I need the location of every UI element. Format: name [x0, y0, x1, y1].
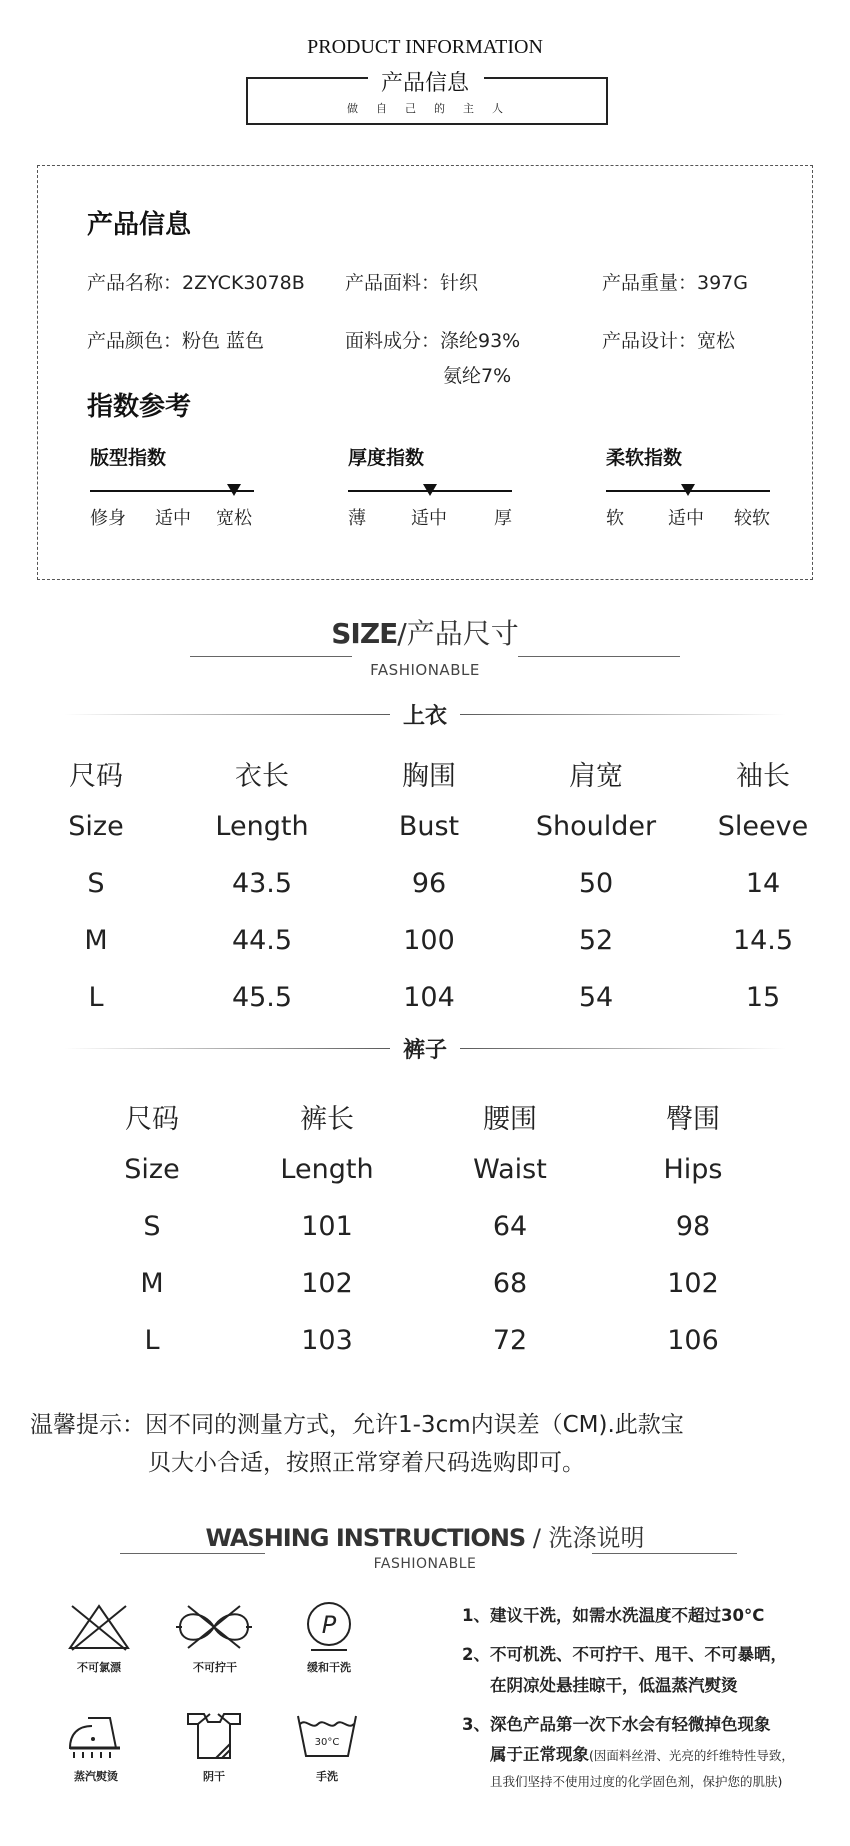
index-softness-title: 柔软指数 — [606, 447, 683, 469]
washing-section-title: WASHING INSTRUCTIONS / 洗涤说明 — [205, 1524, 645, 1552]
index-softness-label-2: 适中 — [668, 508, 704, 529]
pants-cell: 68 — [492, 1268, 528, 1299]
top-header-en: Shoulder — [535, 811, 657, 842]
no-bleach-label: 不可氯漂 — [77, 1661, 121, 1674]
shade-dry-icon — [184, 1710, 244, 1762]
pants-header-en: Waist — [473, 1154, 547, 1185]
size-tagline: FASHIONABLE — [370, 661, 480, 679]
top-cell: S — [87, 868, 105, 899]
washing-tagline: FASHIONABLE — [373, 1556, 477, 1572]
pants-header-cn: 裤长 — [300, 1104, 354, 1135]
top-header-cn: 胸围 — [402, 761, 456, 792]
size-note-line-1: 温馨提示：因不同的测量方式，允许1-3cm内误差（CM).此款宝 — [30, 1412, 684, 1438]
pants-header-en: Hips — [663, 1154, 723, 1185]
instruction-3: 3、深色产品第一次下水会有轻微掉色现象 — [462, 1715, 771, 1734]
index-heading: 指数参考 — [87, 392, 192, 422]
top-cell: 44.5 — [231, 925, 293, 956]
index-fit-marker — [227, 484, 241, 496]
size-section-title: SIZE/产品尺寸 — [331, 617, 519, 650]
washing-title-line-left — [120, 1553, 265, 1554]
pants-table-label: 裤子 — [402, 1038, 447, 1063]
no-wring-label: 不可拧干 — [193, 1661, 237, 1674]
index-fit-label-3: 宽松 — [216, 508, 252, 529]
header-title-en: PRODUCT INFORMATION — [307, 36, 543, 58]
top-header-cn: 尺码 — [69, 761, 123, 792]
top-cell: 43.5 — [231, 868, 293, 899]
top-table-label: 上衣 — [402, 704, 447, 729]
hand-wash-label: 手洗 — [316, 1770, 338, 1783]
index-thickness-label-2: 适中 — [411, 508, 447, 529]
index-thickness-marker — [423, 484, 437, 496]
low-iron-icon — [66, 1712, 126, 1760]
top-cell: 52 — [578, 925, 614, 956]
top-cell: 15 — [745, 982, 781, 1013]
pants-header-cn: 腰围 — [483, 1104, 537, 1135]
pants-cell: L — [144, 1325, 160, 1356]
instruction-1: 1、建议干洗，如需水洗温度不超过30°C — [462, 1606, 765, 1625]
instruction-3-cont: 属于正常现象(因面料丝滑、光亮的纤维特性导致， — [490, 1745, 794, 1764]
size-title-line-left — [190, 656, 352, 657]
size-note-line-2: 贝大小合适，按照正常穿着尺码选购即可。 — [148, 1450, 585, 1476]
top-cell: 14.5 — [732, 925, 794, 956]
shade-dry-label: 阴干 — [203, 1770, 225, 1783]
product-composition: 面料成分：涤纶93% — [345, 330, 521, 352]
hand-wash-temp: 30°C — [314, 1737, 340, 1748]
index-softness-label-3: 较软 — [734, 508, 770, 529]
top-header-cn: 肩宽 — [569, 761, 623, 792]
index-softness-label-1: 软 — [606, 508, 624, 529]
pants-cell: M — [140, 1268, 164, 1299]
washing-title-line-right — [592, 1553, 737, 1554]
top-header-cn: 衣长 — [235, 761, 289, 792]
no-wring-icon — [174, 1602, 254, 1652]
top-cell: 54 — [578, 982, 614, 1013]
top-cell: 100 — [403, 925, 455, 956]
product-color: 产品颜色：粉色 蓝色 — [87, 330, 265, 352]
pants-header-en: Length — [280, 1154, 374, 1185]
product-name: 产品名称：2ZYCK3078B — [87, 272, 305, 294]
pants-cell: 101 — [301, 1211, 353, 1242]
top-header-en: Sleeve — [717, 811, 809, 842]
pants-cell: 64 — [492, 1211, 528, 1242]
dry-clean-glyph: P — [321, 1611, 337, 1639]
size-title-line-right — [518, 656, 680, 657]
top-cell: 104 — [403, 982, 455, 1013]
pants-header-cn: 尺码 — [125, 1104, 179, 1135]
low-iron-label: 蒸汽熨烫 — [74, 1770, 118, 1783]
hand-wash-icon — [294, 1712, 360, 1760]
index-thickness-label-3: 厚 — [494, 508, 512, 529]
no-bleach-icon — [66, 1602, 132, 1652]
pants-cell: 72 — [492, 1325, 528, 1356]
index-fit-label-1: 修身 — [90, 508, 126, 529]
pants-cell: 103 — [301, 1325, 353, 1356]
product-fabric: 产品面料：针织 — [345, 272, 479, 294]
pants-cell: 106 — [667, 1325, 719, 1356]
instruction-2: 2、不可机洗、不可拧干、甩干、不可暴晒， — [462, 1645, 787, 1664]
top-header-en: Length — [215, 811, 309, 842]
top-cell: 50 — [578, 868, 614, 899]
top-cell: M — [84, 925, 108, 956]
product-weight: 产品重量：397G — [602, 272, 748, 294]
index-thickness-title: 厚度指数 — [348, 447, 425, 469]
index-fit-label-2: 适中 — [155, 508, 191, 529]
index-thickness-label-1: 薄 — [348, 508, 366, 529]
header-title-cn: 产品信息 — [380, 71, 469, 96]
gentle-dry-clean-label: 缓和干洗 — [307, 1661, 351, 1674]
instruction-2-cont: 在阴凉处悬挂晾干，低温蒸汽熨烫 — [490, 1676, 738, 1695]
index-fit-title: 版型指数 — [90, 447, 167, 469]
product-composition-2: 氨纶7% — [443, 365, 512, 387]
index-softness-marker — [681, 484, 695, 496]
top-header-en: Bust — [398, 811, 460, 842]
pants-cell: 102 — [667, 1268, 719, 1299]
pants-header-en: Size — [124, 1154, 180, 1185]
info-heading: 产品信息 — [87, 210, 192, 240]
gentle-dry-clean-icon — [303, 1600, 355, 1652]
top-header-cn: 袖长 — [736, 761, 790, 792]
pants-cell: 98 — [675, 1211, 711, 1242]
instruction-3-note: 且我们坚持不使用过度的化学固色剂，保护您的肌肤) — [490, 1774, 783, 1789]
top-header-en: Size — [68, 811, 124, 842]
top-cell: 96 — [411, 868, 447, 899]
pants-cell: S — [143, 1211, 161, 1242]
top-cell: L — [88, 982, 104, 1013]
top-cell: 14 — [745, 868, 781, 899]
top-cell: 45.5 — [231, 982, 293, 1013]
header-subtitle: 做自己的主人 — [347, 102, 521, 115]
product-design: 产品设计：宽松 — [602, 330, 736, 352]
pants-cell: 102 — [301, 1268, 353, 1299]
pants-header-cn: 臀围 — [666, 1104, 720, 1135]
